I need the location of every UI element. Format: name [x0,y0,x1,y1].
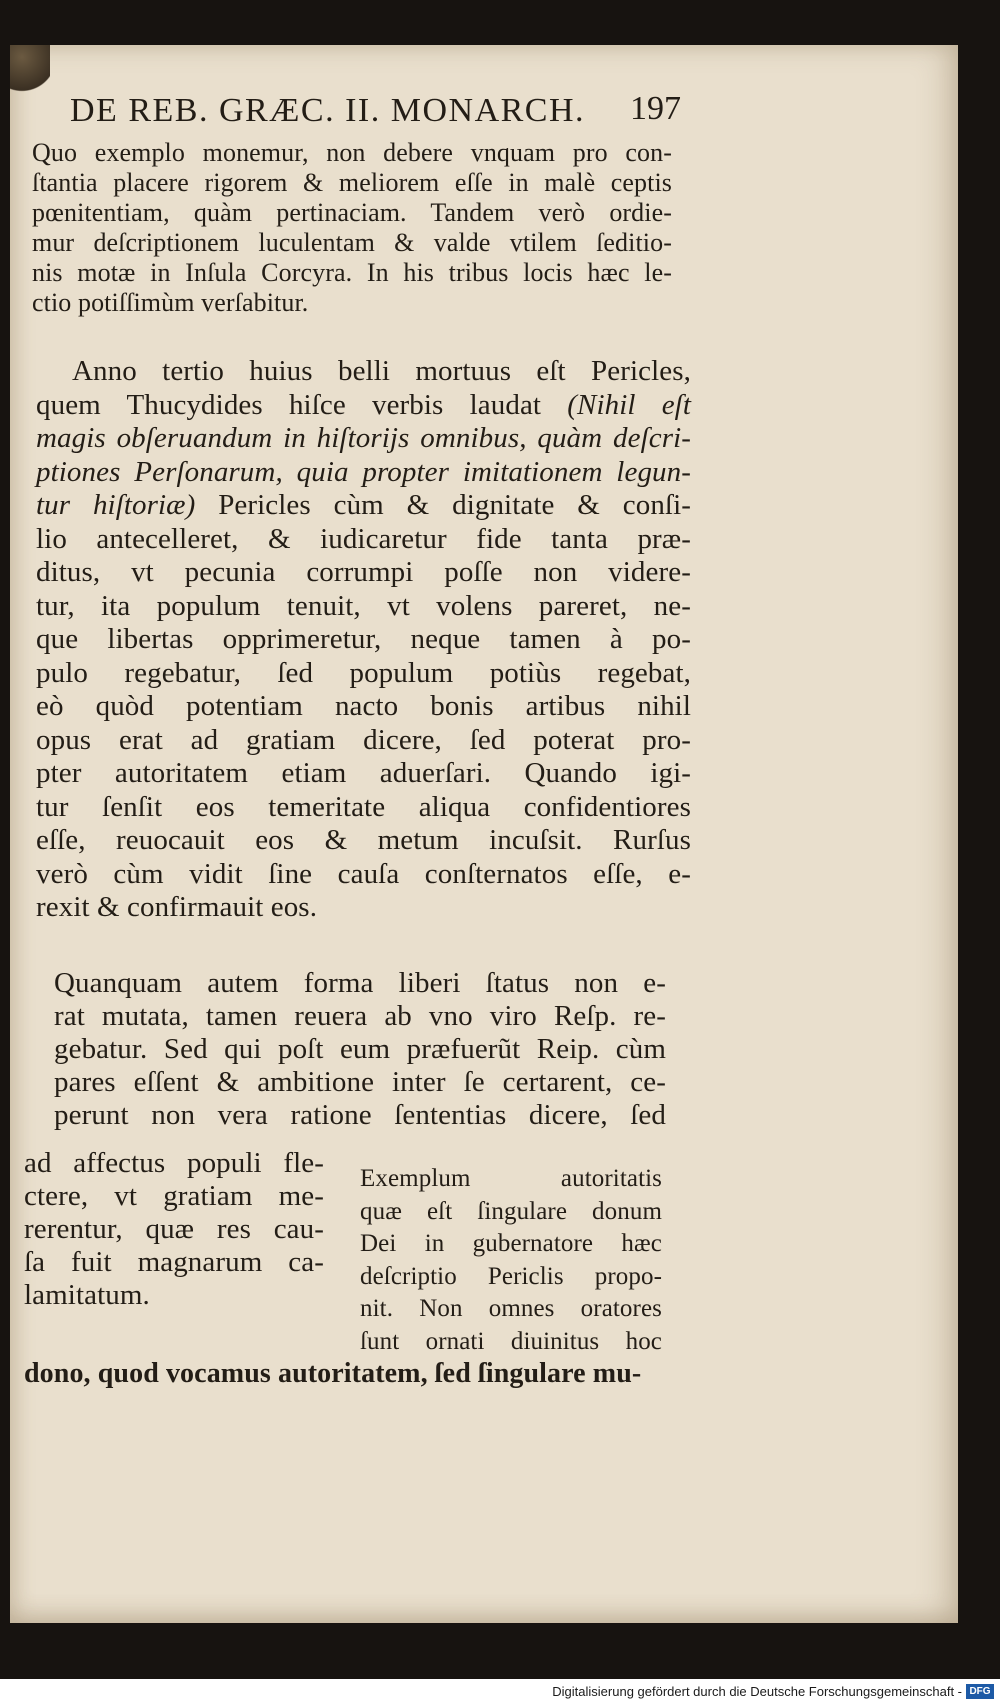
paragraph2-line-14 [36,791,691,824]
paragraph3-line-3: gebatur. Sed qui poſt eum præfuerũt Reip. cùm [54,1033,666,1065]
side_note-line-2: quæ eſt ſingulare donum [360,1197,662,1225]
running-head: DE REB. GRÆC. II. MONARCH. [70,92,586,129]
last-line: dono, quod vocamus autoritatem, ſed ſingulare mu- [24,1358,642,1389]
paragraph2-line-17 [36,891,691,924]
paragraph2-line-15-run-1: eſſe, reuocauit eos & metum incuſsit. Rurſus [36,824,691,856]
paragraph2-line-3-run-1: magis obſeruandum in hiſtorijs omnibus, quàm deſcri- [36,422,691,454]
paragraph2-line-7-run-1: ditus, vt pecunia corrumpi poſſe non videre- [36,556,691,588]
paragraph2-line-2-run-1: quem Thucydides hiſce verbis laudat [36,388,568,421]
paragraph1-line-6: ctio potiſſimùm verſabitur. [32,288,309,317]
paragraph2-line-6 [36,523,691,556]
page-number: 197 [630,90,681,127]
paragraph2-line-2-run-2: (Nihil eſt [567,388,691,421]
paragraph2-line-8-run-1: tur, ita populum tenuit, vt volens pareret, ne- [36,589,691,622]
paragraph2-line-4 [36,456,691,489]
paragraph2-line-11-run-1: eò quòd potentiam nacto bonis artibus nihil [36,690,691,722]
paragraph2-line-13 [36,757,691,790]
side_note-line-5: nit. Non omnes oratores [360,1295,662,1322]
paragraph1-line-4: mur deſcriptionem luculentam & valde vtilem ſeditio- [32,228,672,257]
side_note-line-1: Exemplum autoritatis [360,1165,662,1192]
page-corner-fold [10,45,50,105]
paragraph3_narrow-line-2: ctere, vt gratiam me- [24,1180,324,1212]
paragraph3_narrow-line-4: ſa fuit magnarum ca- [24,1246,324,1278]
footer-credit: Digitalisierung gefördert durch die Deutsche Forschungsgemeinschaft - [552,1684,962,1699]
paragraph2-line-12 [36,724,691,757]
paragraph1-line-5: nis motæ in Inſula Corcyra. In his tribus locis hæc le- [32,258,672,287]
paragraph2-line-9-run-1: que libertas opprimeretur, neque tamen à po- [36,623,691,655]
paragraph3_narrow-line-5: lamitatum. [24,1279,150,1311]
footer-bar [0,1679,1000,1703]
paragraph2-line-10 [36,657,691,690]
paragraph3-line-2: rat mutata, tamen reuera ab vno viro Reſp. re- [54,1000,666,1032]
paragraph3_narrow-line-3: rerentur, quæ res cau- [24,1213,324,1245]
paragraph2-line-10-run-1: pulo regebatur, ſed populum potiùs regebat, [36,656,691,689]
paragraph2-line-16 [36,858,691,891]
paragraph3_narrow-line-1: ad affectus populi fle- [24,1147,324,1179]
paragraph2-line-12-run-1: opus erat ad gratiam dicere, ſed poterat pro- [36,723,691,756]
paragraph2-line-3 [36,422,691,455]
paragraph2-line-14-run-1: tur ſenſit eos temeritate aliqua confidentiores [36,790,691,823]
paragraph2-line-5-run-2: Pericles cùm & dignitate & conſi- [218,489,691,521]
paragraph2-line-5-run-1: tur hiſtoriæ) [36,489,219,521]
paragraph2-line-6-run-1: lio antecelleret, & iudicaretur fide tanta præ- [36,522,691,555]
paragraph2-line-11 [36,690,691,723]
side_note-line-4: deſcriptio Periclis propo- [360,1262,662,1290]
side_note-line-6: ſunt ornati diuinitus hoc [360,1327,662,1355]
paragraph3-line-5: perunt non vera ratione ſententias dicere, ſed [54,1099,666,1131]
paragraph2-line-13-run-1: pter autoritatem etiam aduerſari. Quando igi- [36,757,691,789]
paragraph1-line-2: ſtantia placere rigorem & meliorem eſſe in malè ceptis [32,168,672,197]
paragraph2-line-1 [72,355,691,388]
paragraph1-line-3: pœnitentiam, quàm pertinaciam. Tandem verò ordie- [32,198,672,227]
paragraph2-line-15 [36,824,691,857]
paragraph2-line-7 [36,556,691,589]
paragraph3-line-1: Quanquam autem forma liberi ſtatus non e- [54,967,666,999]
paragraph2-line-5 [36,489,691,522]
side_note-line-3: Dei in gubernatore hæc [360,1230,662,1257]
paragraph2-line-1-run-1: Anno tertio huius belli mortuus eſt Pericles, [72,355,691,387]
paragraph3-line-4: pares eſſent & ambitione inter ſe certarent, ce- [54,1066,666,1098]
paragraph2-line-4-run-1: ptiones Perſonarum, quia propter imitationem legun- [36,455,691,488]
paragraph2-line-16-run-1: verò cùm vidit ſine cauſa conſternatos eſſe, e- [36,857,691,890]
dfg-logo: DFG [966,1684,994,1699]
paragraph2-line-17-run-1: rexit & confirmauit eos. [36,891,318,923]
paragraph1-line-1: Quo exemplo monemur, non debere vnquam pro con- [32,138,672,167]
paragraph2-line-9 [36,623,691,656]
paragraph2-line-2 [36,389,691,422]
paragraph2-line-8 [36,590,691,623]
